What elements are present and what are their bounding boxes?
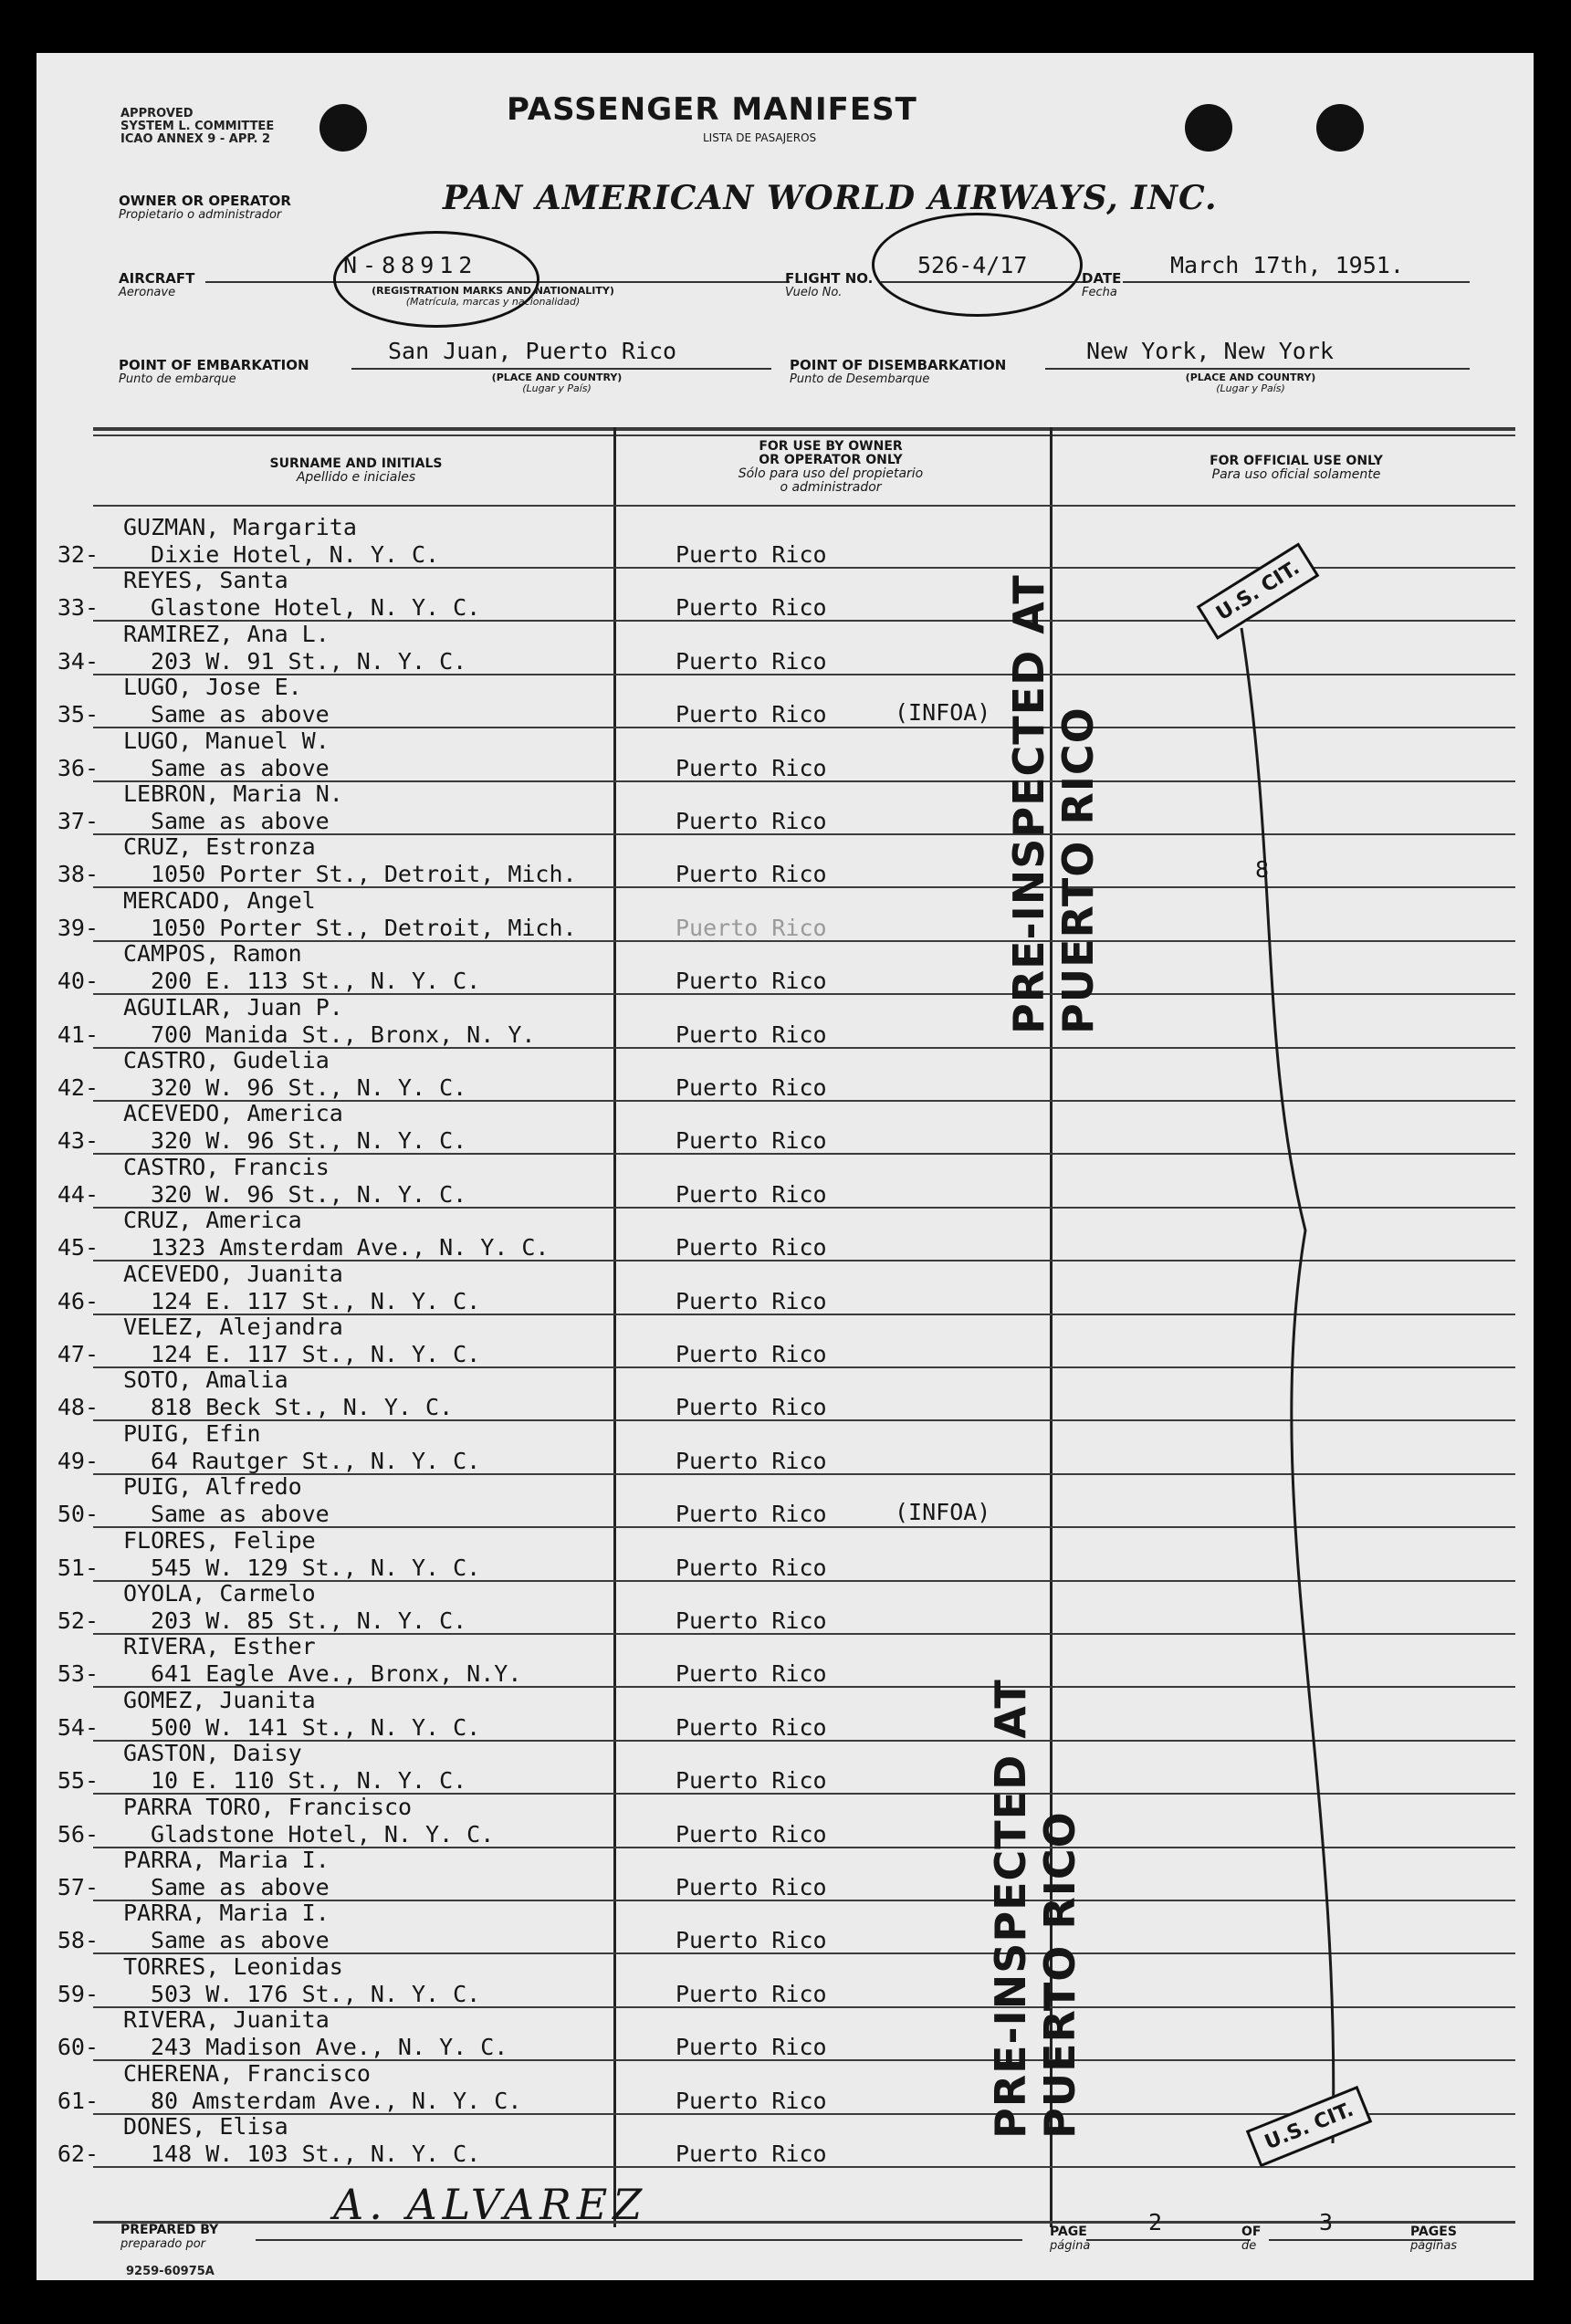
row-number: 37- (57, 808, 99, 834)
preparer-signature: A. ALVAREZ (333, 2180, 648, 2229)
passenger-name: MERCADO, Angel (123, 886, 316, 914)
passenger-address: Same as above (151, 1501, 330, 1528)
embark-underline (351, 368, 771, 370)
flight-label: FLIGHT NO. Vuelo No. (785, 270, 874, 299)
passenger-country: Puerto Rico (676, 2087, 827, 2114)
passenger-country: Puerto Rico (676, 541, 827, 568)
row-number: 38- (57, 861, 99, 888)
official-mark: 8 (1255, 856, 1270, 883)
passenger-address: Gladstone Hotel, N. Y. C. (151, 1820, 495, 1848)
passenger-name: AGUILAR, Juan P. (123, 993, 343, 1021)
passenger-country: Puerto Rico (676, 1394, 827, 1421)
passenger-name: CRUZ, Estronza (123, 833, 316, 861)
passenger-address: Glastone Hotel, N. Y. C. (151, 594, 481, 622)
prepared-by-underline (256, 2239, 1022, 2241)
surname-column-header: SURNAME AND INITIALS Apellido e iniciales (269, 456, 443, 485)
aircraft-label: AIRCRAFT Aeronave (119, 270, 195, 299)
prepared-by-label: PREPARED BY preparado por (120, 2223, 219, 2251)
passenger-country: Puerto Rico (676, 2034, 827, 2061)
row-number: 59- (57, 1980, 99, 2007)
passenger-address: 203 W. 91 St., N. Y. C. (151, 647, 467, 675)
row-number: 61- (57, 2087, 99, 2114)
us-cit-stamp-bottom: U.S. CIT. (1246, 2086, 1373, 2167)
passenger-name: LEBRON, Maria N. (123, 780, 343, 807)
row-number: 36- (57, 754, 99, 781)
header-bottom-rule (93, 505, 1515, 507)
passenger-note: (INFOA) (895, 699, 991, 727)
passenger-country: Puerto Rico (676, 594, 827, 622)
row-number: 41- (57, 1021, 99, 1048)
aircraft-value: N-88912 (343, 252, 478, 278)
punch-hole (1185, 104, 1232, 152)
passenger-country: Puerto Rico (676, 754, 827, 781)
passenger-address: Same as above (151, 808, 330, 834)
punch-hole (319, 104, 367, 152)
row-number: 62- (57, 2141, 99, 2167)
passenger-name: OYOLA, Carmelo (123, 1580, 316, 1607)
row-number: 32- (57, 541, 99, 568)
passenger-country: Puerto Rico (676, 1980, 827, 2007)
passenger-name: PUIG, Alfredo (123, 1473, 302, 1501)
passenger-address: 124 E. 117 St., N. Y. C. (151, 1341, 481, 1367)
of-label: OF de (1241, 2225, 1262, 2253)
aircraft-circle (333, 231, 539, 328)
table-top-rule (93, 427, 1515, 431)
passenger-country: Puerto Rico (676, 808, 827, 834)
row-number: 45- (57, 1234, 99, 1261)
disembark-label: POINT OF DISEMBARKATION Punto de Desembarque (790, 357, 1007, 386)
passenger-address: 80 Amsterdam Ave., N. Y. C. (151, 2087, 522, 2114)
passenger-name: CHERENA, Francisco (123, 2059, 371, 2087)
us-cit-stamp-top: U.S. CIT. (1197, 542, 1320, 640)
passenger-note: (INFOA) (895, 1499, 991, 1526)
passenger-address: Same as above (151, 1927, 330, 1954)
passenger-name: ACEVEDO, Juanita (123, 1260, 343, 1287)
passenger-country: Puerto Rico (676, 1234, 827, 1261)
passenger-country: Puerto Rico (676, 1660, 827, 1688)
passenger-country: Puerto Rico (676, 1607, 827, 1634)
passenger-name: TORRES, Leonidas (123, 1952, 343, 1980)
row-number: 50- (57, 1501, 99, 1528)
row-number: 54- (57, 1713, 99, 1741)
passenger-name: RIVERA, Juanita (123, 2006, 330, 2034)
passenger-name: GASTON, Daisy (123, 1740, 302, 1767)
passenger-address: 148 W. 103 St., N. Y. C. (151, 2141, 481, 2167)
passenger-address: Same as above (151, 754, 330, 781)
row-number: 39- (57, 914, 99, 941)
preinspected-stamp-upper: PRE-INSPECTED AT PUERTO RICO (1004, 574, 1103, 1034)
approval-block (120, 108, 274, 146)
row-number: 60- (57, 2034, 99, 2061)
passenger-address: 641 Eagle Ave., Bronx, N.Y. (151, 1660, 522, 1688)
owner-value: PAN AMERICAN WORLD AIRWAYS, INC. (443, 179, 1218, 217)
passenger-name: SOTO, Amalia (123, 1366, 288, 1394)
owner-use-column-header: FOR USE BY OWNER OR OPERATOR ONLY Sólo para uso del propietario o administrador (738, 439, 924, 495)
passenger-address: 818 Beck St., N. Y. C. (151, 1394, 454, 1421)
page-underline (1086, 2239, 1251, 2241)
passenger-address: 1323 Amsterdam Ave., N. Y. C. (151, 1234, 550, 1261)
passenger-country: Puerto Rico (676, 2141, 827, 2167)
passenger-country: Puerto Rico (676, 1554, 827, 1581)
flight-value: 526-4/17 (917, 252, 1028, 278)
passenger-name: ACEVEDO, America (123, 1100, 343, 1127)
row-number: 51- (57, 1554, 99, 1581)
owner-label: OWNER OR OPERATOR Propietario o administrador (119, 193, 291, 222)
passenger-name: RIVERA, Esther (123, 1633, 316, 1660)
passenger-name: REYES, Santa (123, 567, 288, 594)
row-number: 33- (57, 594, 99, 622)
passenger-country: Puerto Rico (676, 1874, 827, 1900)
form-number: 9259-60975A (126, 2265, 215, 2278)
passenger-address: 10 E. 110 St., N. Y. C. (151, 1767, 467, 1795)
passenger-country: Puerto Rico (676, 1074, 827, 1101)
approval-line: SYSTEM L. COMMITTEE (120, 120, 275, 133)
row-number: 57- (57, 1874, 99, 1900)
passenger-country: Puerto Rico (676, 1447, 827, 1474)
row-number: 35- (57, 701, 99, 728)
passenger-country: Puerto Rico (676, 1287, 827, 1314)
punch-hole (1316, 104, 1364, 152)
passenger-name: CAMPOS, Ramon (123, 940, 302, 968)
passenger-address: 320 W. 96 St., N. Y. C. (151, 1180, 467, 1208)
passenger-address: 1050 Porter St., Detroit, Mich. (151, 914, 577, 941)
passenger-name: FLORES, Felipe (123, 1526, 316, 1554)
row-number: 48- (57, 1394, 99, 1421)
passenger-address: 700 Manida St., Bronx, N. Y. (151, 1021, 536, 1048)
passenger-name: PUIG, Efin (123, 1419, 261, 1447)
row-number: 46- (57, 1287, 99, 1314)
row-number: 42- (57, 1074, 99, 1101)
passenger-country: Puerto Rico (676, 701, 827, 728)
passenger-country: Puerto Rico (676, 914, 827, 941)
row-number: 43- (57, 1127, 99, 1155)
passenger-address: 200 E. 113 St., N. Y. C. (151, 968, 481, 995)
registration-note: (REGISTRATION MARKS AND NATIONALITY) (Matrícula, marcas y nacionalidad) (372, 285, 614, 308)
disembark-place-note: (PLACE AND COUNTRY) (Lugar y País) (1185, 372, 1316, 394)
passenger-name: PARRA, Maria I. (123, 1847, 330, 1873)
passenger-country: Puerto Rico (676, 1927, 827, 1954)
row-number: 52- (57, 1607, 99, 1634)
approval-line: ICAO ANNEX 9 - APP. 2 (120, 132, 270, 146)
passenger-name: GUZMAN, Margarita (123, 514, 357, 540)
row-number: 47- (57, 1341, 99, 1367)
page-title: PASSENGER MANIFEST (507, 91, 917, 128)
pages-label: PAGES páginas (1410, 2225, 1458, 2253)
row-number: 40- (57, 968, 99, 995)
disembark-underline (1045, 368, 1470, 370)
official-use-column-header: FOR OFFICIAL USE ONLY Para uso oficial solamente (1210, 454, 1383, 482)
passenger-country: Puerto Rico (676, 861, 827, 888)
row-number: 53- (57, 1660, 99, 1688)
passenger-name: CASTRO, Gudelia (123, 1047, 330, 1073)
row-number: 55- (57, 1767, 99, 1795)
passenger-name: PARRA, Maria I. (123, 1900, 330, 1927)
row-number: 34- (57, 647, 99, 675)
passenger-name: RAMIREZ, Ana L. (123, 620, 330, 647)
page-label: PAGE página (1050, 2225, 1091, 2253)
passenger-address: 124 E. 117 St., N. Y. C. (151, 1287, 481, 1314)
row-number: 56- (57, 1820, 99, 1848)
passenger-address: 503 W. 176 St., N. Y. C. (151, 1980, 481, 2007)
total-pages: 3 (1319, 2209, 1334, 2235)
passenger-address: 500 W. 141 St., N. Y. C. (151, 1713, 481, 1741)
passenger-country: Puerto Rico (676, 1767, 827, 1795)
passenger-country: Puerto Rico (676, 1501, 827, 1528)
date-underline (1123, 281, 1470, 283)
passenger-address: 243 Madison Ave., N. Y. C. (151, 2034, 508, 2061)
official-use-mark-line (1205, 591, 1351, 2198)
passenger-name: CRUZ, America (123, 1207, 302, 1234)
passenger-country: Puerto Rico (676, 1127, 827, 1155)
passenger-address: Same as above (151, 701, 330, 728)
date-value: March 17th, 1951. (1170, 252, 1404, 278)
embark-label: POINT OF EMBARKATION Punto de embarque (119, 357, 309, 386)
passenger-country: Puerto Rico (676, 1341, 827, 1367)
row-number: 58- (57, 1927, 99, 1954)
passenger-address: 64 Rautger St., N. Y. C. (151, 1447, 481, 1474)
passenger-country: Puerto Rico (676, 1180, 827, 1208)
passenger-name: VELEZ, Alejandra (123, 1314, 343, 1340)
passenger-country: Puerto Rico (676, 647, 827, 675)
page-subtitle: LISTA DE PASAJEROS (703, 131, 817, 144)
passenger-address: 1050 Porter St., Detroit, Mich. (151, 861, 577, 888)
approval-line: APPROVED (120, 107, 194, 120)
passenger-country: Puerto Rico (676, 968, 827, 995)
embark-value: San Juan, Puerto Rico (388, 338, 677, 364)
manifest-sheet (37, 53, 1534, 2280)
table-bottom-rule (93, 2221, 1515, 2224)
embark-place-note: (PLACE AND COUNTRY) (Lugar y País) (491, 372, 623, 394)
table-top-rule (93, 434, 1515, 436)
passenger-address: 203 W. 85 St., N. Y. C. (151, 1607, 467, 1634)
passenger-name: GOMEZ, Juanita (123, 1686, 316, 1713)
passenger-name: LUGO, Manuel W. (123, 727, 330, 754)
passenger-address: Dixie Hotel, N. Y. C. (151, 541, 440, 568)
row-number: 44- (57, 1180, 99, 1208)
passenger-name: CASTRO, Francis (123, 1153, 330, 1180)
flight-circle (872, 213, 1083, 317)
passenger-country: Puerto Rico (676, 1021, 827, 1048)
passenger-name: PARRA TORO, Francisco (123, 1793, 413, 1820)
passenger-name: DONES, Elisa (123, 2113, 288, 2140)
passenger-address: 320 W. 96 St., N. Y. C. (151, 1074, 467, 1101)
row-number: 49- (57, 1447, 99, 1474)
passenger-country: Puerto Rico (676, 1820, 827, 1848)
passenger-name: LUGO, Jose E. (123, 674, 302, 701)
date-label: DATE Fecha (1082, 270, 1122, 299)
page-number: 2 (1148, 2209, 1163, 2235)
passenger-address: Same as above (151, 1874, 330, 1900)
preinspected-stamp-lower: PRE-INSPECTED AT PUERTO RICO (986, 1679, 1084, 2139)
passenger-country: Puerto Rico (676, 1713, 827, 1741)
passenger-address: 545 W. 129 St., N. Y. C. (151, 1554, 481, 1581)
disembark-value: New York, New York (1086, 338, 1334, 364)
passenger-address: 320 W. 96 St., N. Y. C. (151, 1127, 467, 1155)
